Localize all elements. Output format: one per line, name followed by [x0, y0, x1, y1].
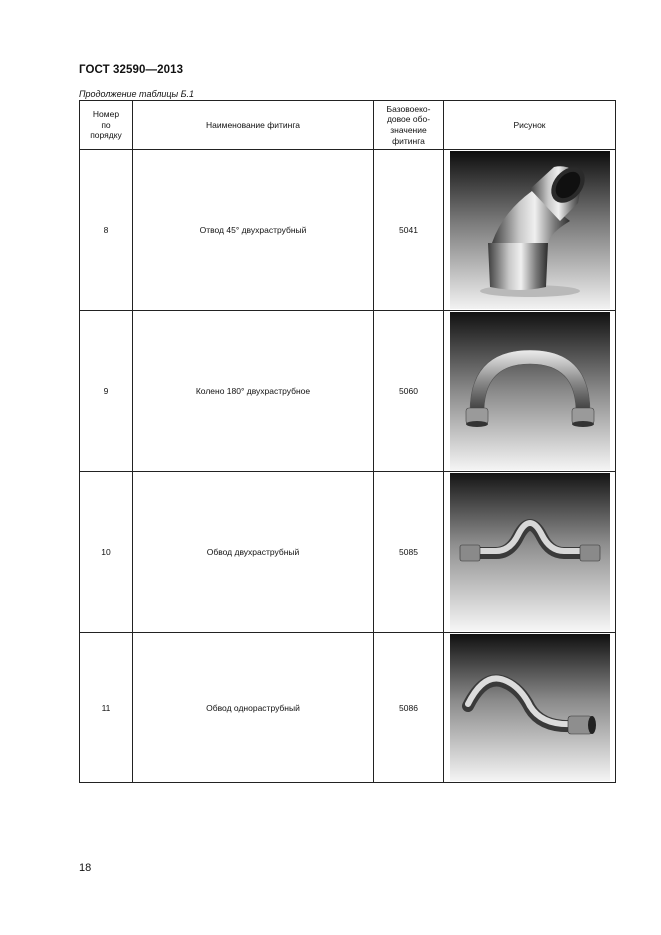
row-picture [444, 311, 616, 472]
header-code: Базовоеко- довое обо- значение фитинга [374, 101, 444, 150]
elbow-45-fitting-photo [450, 151, 610, 309]
table-caption: Продолжение таблицы Б.1 [79, 89, 195, 99]
u-bend-180-fitting-photo [450, 312, 610, 470]
row-picture [444, 150, 616, 311]
table-row [80, 311, 616, 472]
page-number: 18 [79, 862, 92, 874]
crossover-double-socket-photo [450, 473, 610, 631]
table-row [80, 150, 616, 311]
fittings-table [79, 100, 616, 783]
standard-header: ГОСТ 32590—2013 [79, 64, 184, 76]
table-header-row [80, 101, 616, 150]
row-number: 10 [80, 472, 133, 633]
row-number: 9 [80, 311, 133, 472]
row-number: 11 [80, 633, 133, 783]
row-number: 8 [80, 150, 133, 311]
row-code: 5041 [374, 150, 444, 311]
table-row [80, 472, 616, 633]
row-code: 5086 [374, 633, 444, 783]
row-code: 5085 [374, 472, 444, 633]
crossover-single-socket-photo [450, 634, 610, 781]
row-picture [444, 633, 616, 783]
header-picture: Рисунок [444, 101, 616, 150]
row-name: Колено 180° двухраструбное [133, 311, 374, 472]
header-name: Наименование фитинга [133, 101, 374, 150]
row-picture [444, 472, 616, 633]
row-name: Отвод 45° двухраструбный [133, 150, 374, 311]
row-name: Обвод двухраструбный [133, 472, 374, 633]
table-row [80, 633, 616, 783]
row-code: 5060 [374, 311, 444, 472]
row-name: Обвод однораструбный [133, 633, 374, 783]
header-number: Номер по порядку [80, 101, 133, 150]
